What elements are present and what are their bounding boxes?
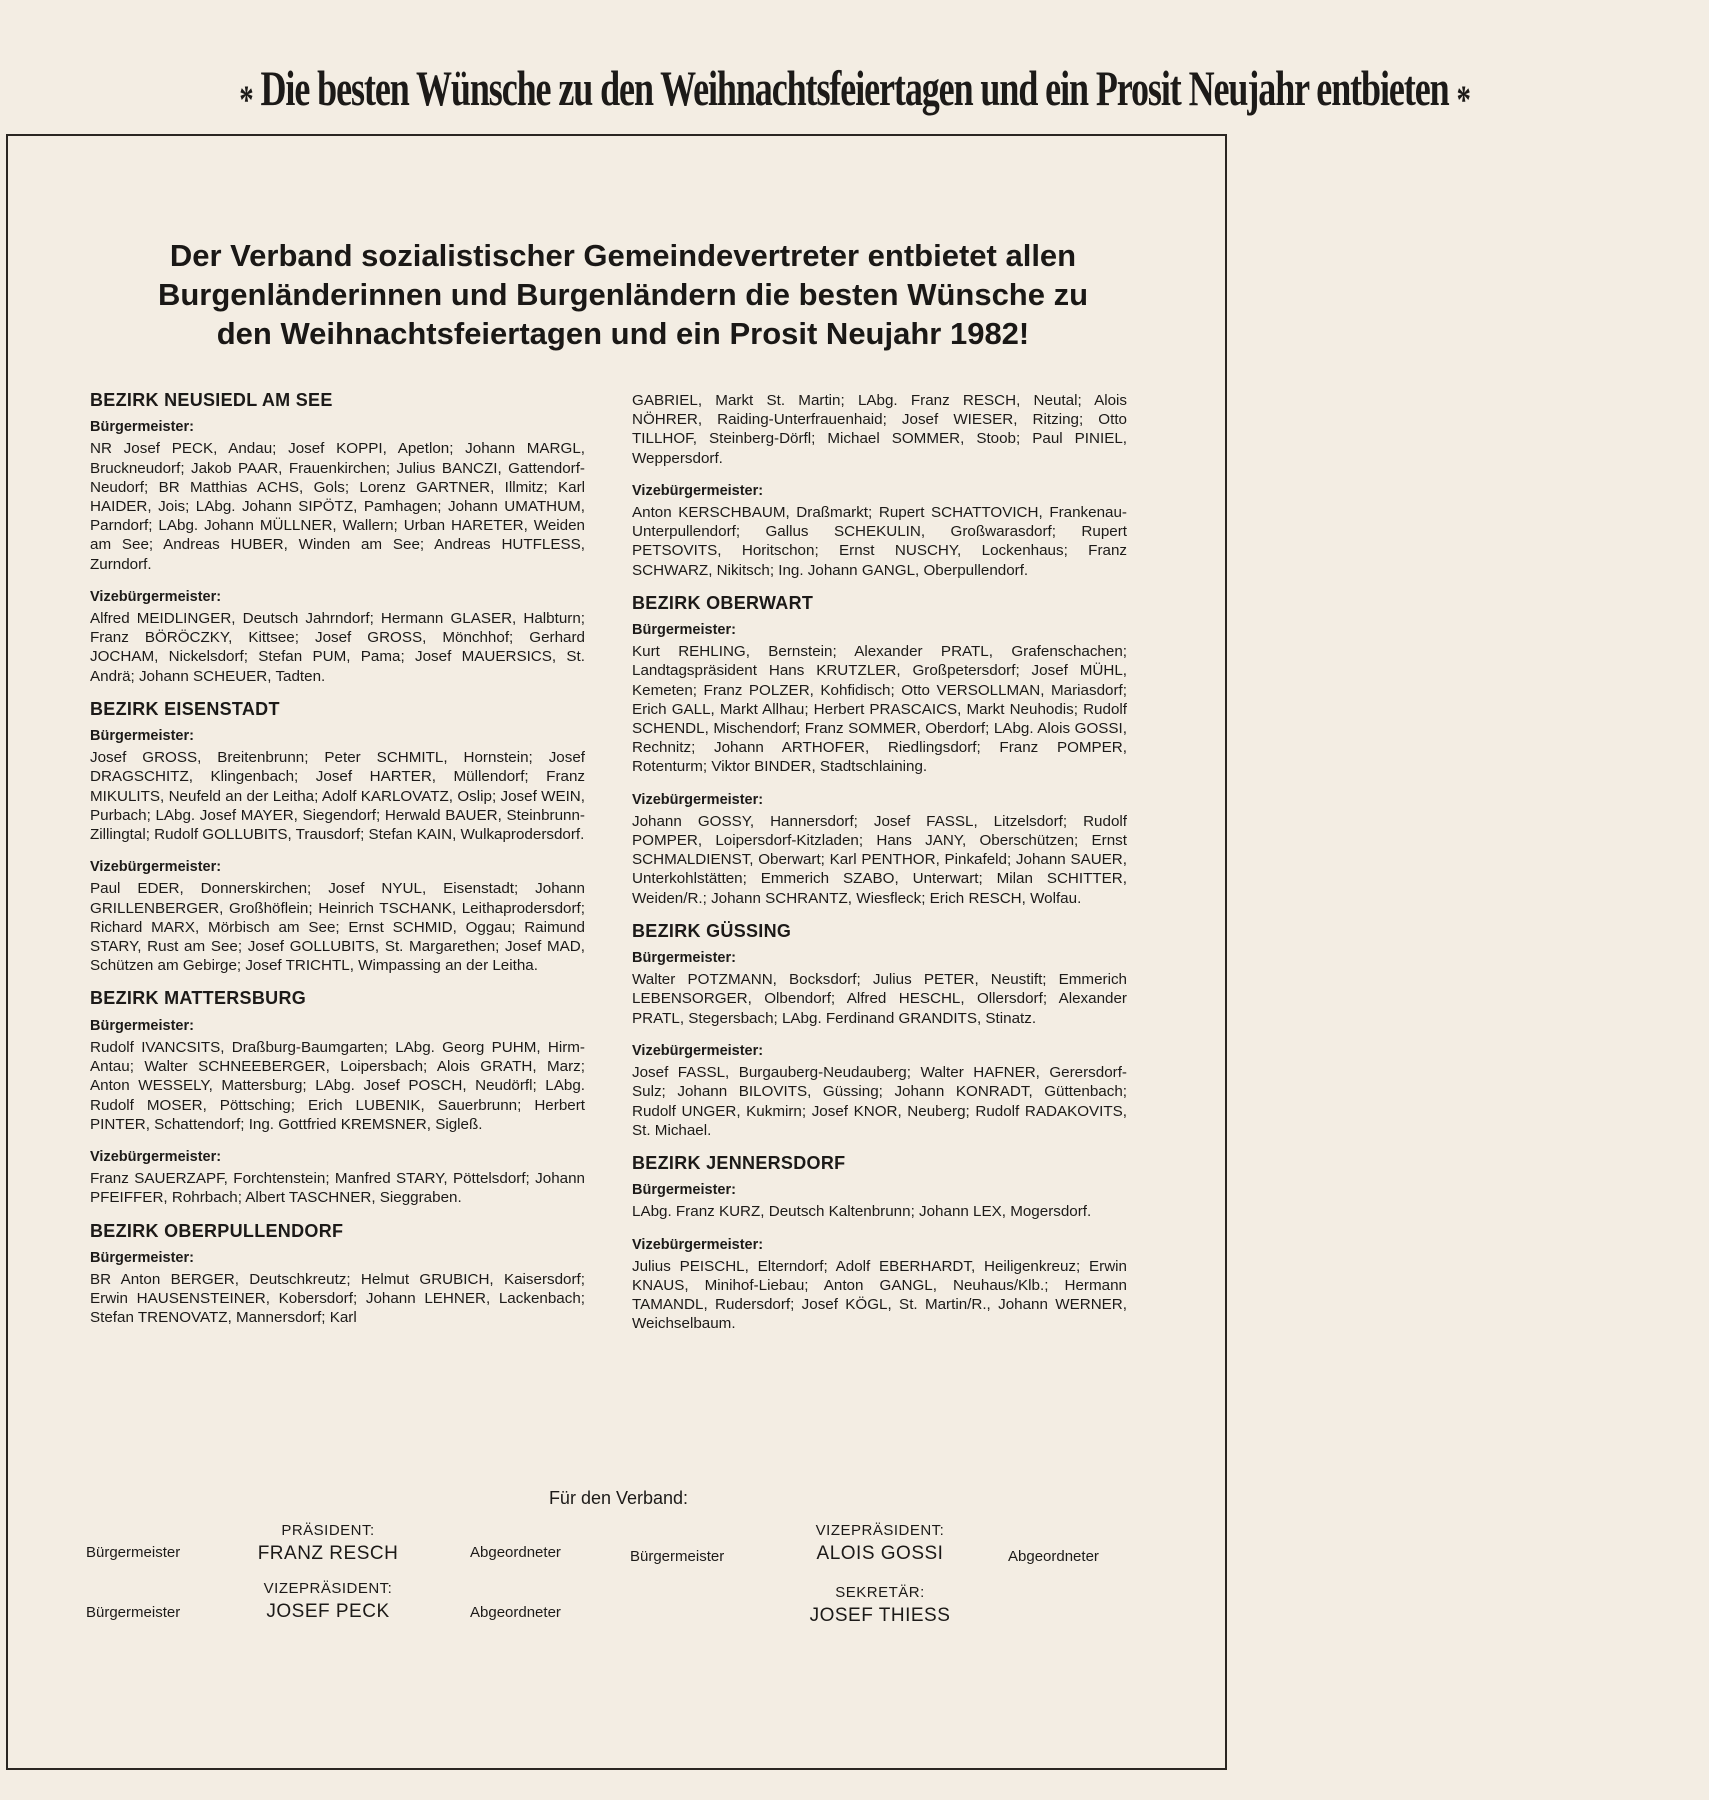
district-eisenstadt <box>90 700 585 976</box>
headline-line-2: Burgenländerinnen und Burgenländern die besten Wünsche zu <box>157 277 1089 312</box>
vice-president-name: ALOIS GOSSI <box>816 1543 944 1564</box>
district-title: BEZIRK MATTERSBURG <box>90 988 307 1009</box>
vice-mayor-list: Josef FASSL, Burgauberg-Neudauberg; Walter HAFNER, Gerersdorf-Sulz; Johann BILOVITS, Güssing; Johann KONRADT, Güttenbach; Rudolf UNGER, Kukmirn; Josef KNOR, Neuberg; Rudolf RADAKOVITS, St. Michael. <box>632 1064 1127 1139</box>
signature-role-delegate: Abgeordneter <box>470 1544 561 1561</box>
secretary-name: JOSEF THIESS <box>809 1605 951 1626</box>
right-column <box>632 391 1127 1348</box>
president-name: FRANZ RESCH <box>257 1543 399 1564</box>
banner <box>0 48 1470 140</box>
mayor-list: Josef GROSS, Breitenbrunn; Peter SCHMITL, Hornstein; Josef DRAGSCHITZ, Klingenbach; Josef HARTER, Müllendorf; Franz MIKULITS, Neufeld an der Leitha; Adolf KARLOVATZ, Oslip; Josef WEIN, Purbach; LAbg. Josef MAYER, Siegendorf; Herwald BAUER, Steinbrunn-Zillingtal; Rudolf GOLLUBITS, Trausdorf; Stefan KAIN, Wulkaprodersdorf. <box>90 749 585 844</box>
president-label: PRÄSIDENT: <box>281 1522 375 1539</box>
signature-heading: Für den Verband: <box>548 1488 689 1508</box>
district-neusiedl <box>90 391 585 686</box>
signature-vice-president-1 <box>238 1580 418 1623</box>
vice-president-label: VIZEPRÄSIDENT: <box>815 1522 945 1539</box>
district-mattersburg <box>90 989 585 1207</box>
role-label: Bürgermeister: <box>90 1017 194 1034</box>
headline <box>68 236 1178 353</box>
vice-president-label: VIZEPRÄSIDENT: <box>263 1580 393 1597</box>
role-label: Bürgermeister: <box>632 622 736 639</box>
signature-role-mayor: Bürgermeister <box>86 1544 181 1561</box>
district-oberwart <box>632 594 1127 908</box>
secretary-label: SEKRETÄR: <box>835 1584 925 1601</box>
mayor-list: LAbg. Franz KURZ, Deutsch Kaltenbrunn; Johann LEX, Mogersdorf. <box>632 1203 1092 1221</box>
banner-title <box>239 48 1470 140</box>
role-label: Vizebürgermeister: <box>632 482 764 499</box>
district-jennersdorf <box>632 1154 1127 1334</box>
signature-president <box>238 1522 418 1565</box>
signature-role-delegate: Abgeordneter <box>1008 1548 1099 1565</box>
vice-president-name: JOSEF PECK <box>266 1601 390 1622</box>
mayor-list: NR Josef PECK, Andau; Josef KOPPI, Apetlon; Johann MARGL, Bruckneudorf; Jakob PAAR, Frauenkirchen; Julius BANCZI, Gattendorf-Neudorf; BR Matthias ACHS, Gols; Lorenz GARTNER, Illmitz; Karl HAIDER, Jois; LAbg. Johann SIPÖTZ, Pamhagen; Johann UMATHUM, Parndorf; LAbg. Johann MÜLLNER, Wallern; Urban HARETER, Weiden am See; Andreas HUBER, Winden am See; Andreas HUTFLESS, Zurndorf. <box>90 440 585 573</box>
district-title: BEZIRK GÜSSING <box>632 920 792 941</box>
signature-role-delegate: Abgeordneter <box>470 1604 561 1621</box>
district-title: BEZIRK EISENSTADT <box>90 698 280 719</box>
signature-block <box>8 1488 1229 1648</box>
role-label: Bürgermeister: <box>632 1182 736 1199</box>
role-label: Vizebürgermeister: <box>632 1236 764 1253</box>
role-label: Vizebürgermeister: <box>90 1148 222 1165</box>
headline-line-3: den Weihnachtsfeiertagen und ein Prosit Neujahr 1982! <box>216 316 1030 351</box>
star-icon-left: * <box>239 77 253 122</box>
role-label: Bürgermeister: <box>90 1249 194 1266</box>
mayor-list: Walter POTZMANN, Bocksdorf; Julius PETER, Neustift; Emmerich LEBENSORGER, Olbendorf; Alfred HESCHL, Ollersdorf; Alexander PRATL, Stegersbach; LAbg. Ferdinand GRANDITS, Stinatz. <box>632 971 1127 1027</box>
signature-vice-president-2 <box>780 1522 980 1565</box>
district-title: BEZIRK OBERWART <box>632 592 814 613</box>
vice-mayor-list: Anton KERSCHBAUM, Draßmarkt; Rupert SCHATTOVICH, Frankenau-Unterpullendorf; Gallus SCHEKULIN, Großwarasdorf; Rupert PETSOVITS, Horitschon; Ernst NUSCHY, Lockenhaus; Franz SCHWARZ, Nikitsch; Ing. Johann GANGL, Oberpullendorf. <box>632 504 1127 579</box>
role-label: Bürgermeister: <box>90 419 194 436</box>
role-label: Bürgermeister: <box>632 950 736 967</box>
signature-secretary <box>780 1584 980 1627</box>
signature-role-mayor: Bürgermeister <box>630 1548 725 1565</box>
signature-role-mayor: Bürgermeister <box>86 1604 181 1621</box>
role-label: Vizebürgermeister: <box>90 859 222 876</box>
mayor-list-continued: GABRIEL, Markt St. Martin; LAbg. Franz RESCH, Neutal; Alois NÖHRER, Raiding-Unterfrauenhaid; Josef WIESER, Ritzing; Otto TILLHOF, Steinberg-Dörfl; Michael SOMMER, Stoob; Paul PINIEL, Weppersdorf. <box>632 392 1127 467</box>
left-column <box>90 391 585 1342</box>
role-label: Bürgermeister: <box>90 728 194 745</box>
mayor-list: Rudolf IVANCSITS, Draßburg-Baumgarten; LAbg. Georg PUHM, Hirm-Antau; Walter SCHNEEBERGER, Loipersbach; Alois GRATH, Marz; Anton WESSELY, Mattersburg; LAbg. Josef POSCH, Neudörfl; LAbg. Rudolf MOSER, Pöttsching; Erich LUBENIK, Sauerbrunn; Herbert PINTER, Schattendorf; Ing. Gottfried KREMSNER, Sigleß. <box>90 1038 585 1133</box>
vice-mayor-list: Julius PEISCHL, Elterndorf; Adolf EBERHARDT, Heiligenkreuz; Erwin KNAUS, Minihof-Liebau; Anton GANGL, Neuhaus/Klb.; Hermann TAMANDL, Rudersdorf; Josef KÖGL, St. Martin/R., Johann WERNER, Weichselbaum. <box>632 1257 1127 1333</box>
role-label: Vizebürgermeister: <box>632 1042 764 1059</box>
district-title: BEZIRK NEUSIEDL AM SEE <box>90 390 333 410</box>
district-oberpullendorf <box>90 1222 585 1328</box>
headline-line-1: Der Verband sozialistischer Gemeindevertreter entbietet allen <box>169 238 1077 273</box>
mayor-list: Kurt REHLING, Bernstein; Alexander PRATL, Grafenschachen; Landtagspräsident Hans KRUTZLER, Großpetersdorf; Josef MÜHL, Kemeten; Franz POLZER, Kohfidisch; Otto VERSOLLMAN, Mariasdorf; Erich GALL, Markt Allhau; Herbert PRASCAICS, Markt Neuhodis; Rudolf SCHENDL, Mischendorf; Franz SOMMER, Oberdorf; LAbg. Alois GOSSI, Rechnitz; Johann ARTHOFER, Riedlingsdorf; Franz POMPER, Rotenturm; Viktor BINDER, Stadtschlaining. <box>632 643 1127 776</box>
district-title: BEZIRK JENNERSDORF <box>632 1152 846 1173</box>
vice-mayor-list: Franz SAUERZAPF, Forchtenstein; Manfred STARY, Pöttelsdorf; Johann PFEIFFER, Rohrbach; Albert TASCHNER, Sieggraben. <box>90 1170 585 1207</box>
vice-mayor-list: Johann GOSSY, Hannersdorf; Josef FASSL, Litzelsdorf; Rudolf POMPER, Loipersdorf-Kitzladen; Hans JANY, Oberschützen; Ernst SCHMALDIENST, Oberwart; Karl PENTHOR, Pinkafeld; Johann SAUER, Unterkohlstätten; Emmerich SZABO, Unterwart; Milan SCHITTER, Weiden/R.; Johann SCHRANTZ, Wiesfleck; Erich RESCH, Wolfau. <box>632 812 1127 907</box>
star-icon-right: * <box>1456 77 1470 122</box>
role-label: Vizebürgermeister: <box>90 588 222 605</box>
district-oberpullendorf-continued <box>632 391 1127 580</box>
page-frame <box>6 134 1227 1770</box>
district-guessing <box>632 922 1127 1140</box>
banner-text: Die besten Wünsche zu den Weihnachtsfeiertagen und ein Prosit Neujahr entbieten <box>260 60 1449 116</box>
vice-mayor-list: Alfred MEIDLINGER, Deutsch Jahrndorf; Hermann GLASER, Halbturn; Franz BÖRÖCZKY, Kittsee; Josef GROSS, Mönchhof; Gerhard JOCHAM, Nickelsdorf; Stefan PUM, Pama; Josef MAUERSICS, St. Andrä; Johann SCHEUER, Tadten. <box>90 610 585 685</box>
district-title: BEZIRK OBERPULLENDORF <box>90 1220 344 1241</box>
mayor-list: BR Anton BERGER, Deutschkreutz; Helmut GRUBICH, Kaisersdorf; Erwin HAUSENSTEINER, Kobersdorf; Johann LEHNER, Lackenbach; Stefan TRENOVATZ, Mannersdorf; Karl <box>90 1270 585 1327</box>
vice-mayor-list: Paul EDER, Donnerskirchen; Josef NYUL, Eisenstadt; Johann GRILLENBERGER, Großhöflein; Heinrich TSCHANK, Leithaprodersdorf; Richard MARX, Mörbisch am See; Ernst SCHMID, Oggau; Raimund STARY, Rust am See; Josef GOLLUBITS, St. Margarethen; Josef MAD, Schützen am Gebirge; Josef TRICHTL, Wimpassing an der Leitha. <box>90 880 585 975</box>
role-label: Vizebürgermeister: <box>632 791 764 808</box>
